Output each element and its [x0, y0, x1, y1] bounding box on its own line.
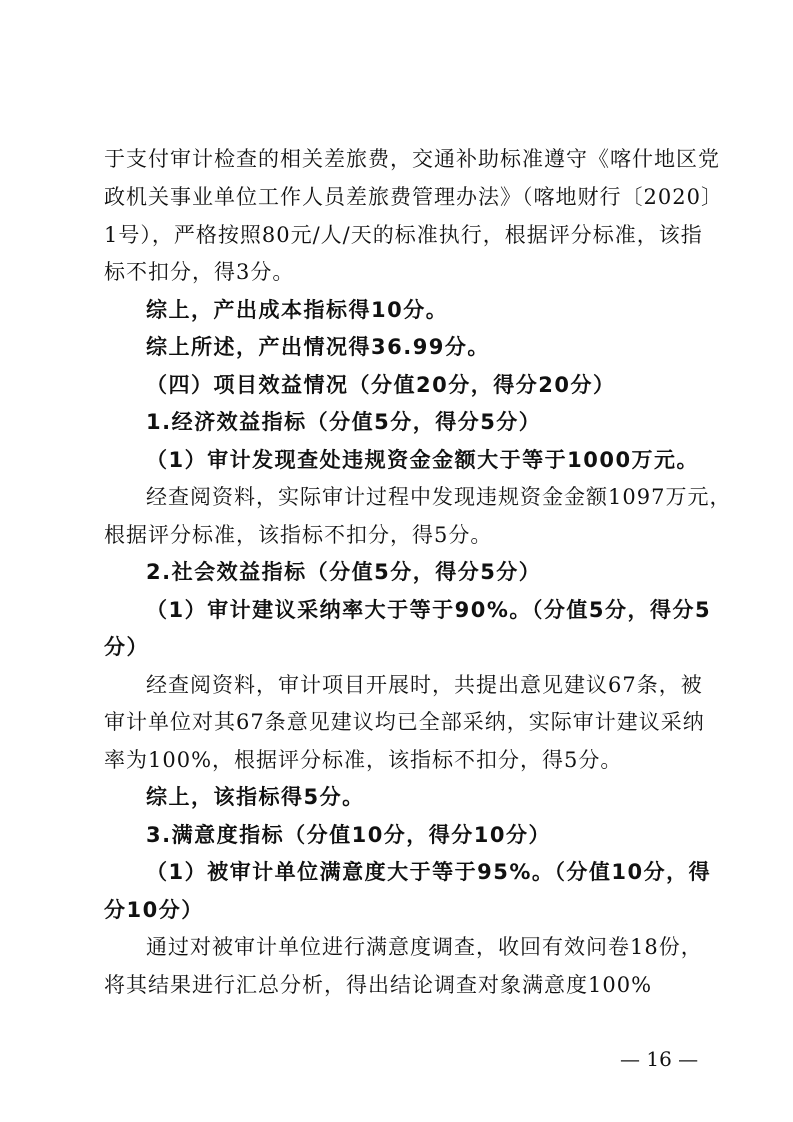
- subsection-heading: 3.满意度指标（分值10分，得分10分）: [146, 823, 552, 847]
- paragraph-line: 标不扣分，得3分。: [104, 260, 295, 284]
- summary-heading: 综上所述，产出情况得36.99分。: [146, 335, 490, 359]
- paragraph-line: 率为100%，根据评分标准，该指标不扣分，得5分。: [104, 748, 623, 772]
- indicator-heading: （1）被审计单位满意度大于等于95%。（分值10分，得: [146, 860, 712, 884]
- indicator-heading-continuation: 分10分）: [104, 898, 204, 922]
- paragraph-line: 政机关事业单位工作人员差旅费管理办法》（喀地财行〔2020〕: [104, 185, 723, 209]
- paragraph-line: 通过对被审计单位进行满意度调查，收回有效问卷18份，: [146, 935, 703, 959]
- paragraph-line: 根据评分标准，该指标不扣分，得5分。: [104, 523, 493, 547]
- page-number: — 16 —: [620, 1047, 699, 1071]
- paragraph-line: 1号），严格按照80元/人/天的标准执行，根据评分标准，该指: [104, 223, 703, 247]
- paragraph-line: 于支付审计检查的相关差旅费，交通补助标准遵守《喀什地区党: [104, 147, 720, 171]
- indicator-heading: （1）审计建议采纳率大于等于90%。（分值5分，得分5: [146, 598, 712, 622]
- section-heading: （四）项目效益情况（分值20分，得分20分）: [146, 373, 616, 397]
- subsection-heading: 1.经济效益指标（分值5分，得分5分）: [146, 410, 542, 434]
- summary-heading: 综上，产出成本指标得10分。: [146, 298, 449, 322]
- indicator-heading-continuation: 分）: [104, 635, 149, 659]
- paragraph-line: 将其结果进行汇总分析，得出结论调查对象满意度100%: [104, 973, 653, 997]
- subsection-heading: 2.社会效益指标（分值5分，得分5分）: [146, 560, 542, 584]
- paragraph-line: 经查阅资料，实际审计过程中发现违规资金金额1097万元，: [146, 485, 732, 509]
- paragraph-line: 审计单位对其67条意见建议均已全部采纳，实际审计建议采纳: [104, 710, 705, 734]
- indicator-heading: （1）审计发现查处违规资金金额大于等于1000万元。: [146, 448, 700, 472]
- summary-heading: 综上，该指标得5分。: [146, 785, 365, 809]
- paragraph-line: 经查阅资料，审计项目开展时，共提出意见建议67条，被: [146, 673, 703, 697]
